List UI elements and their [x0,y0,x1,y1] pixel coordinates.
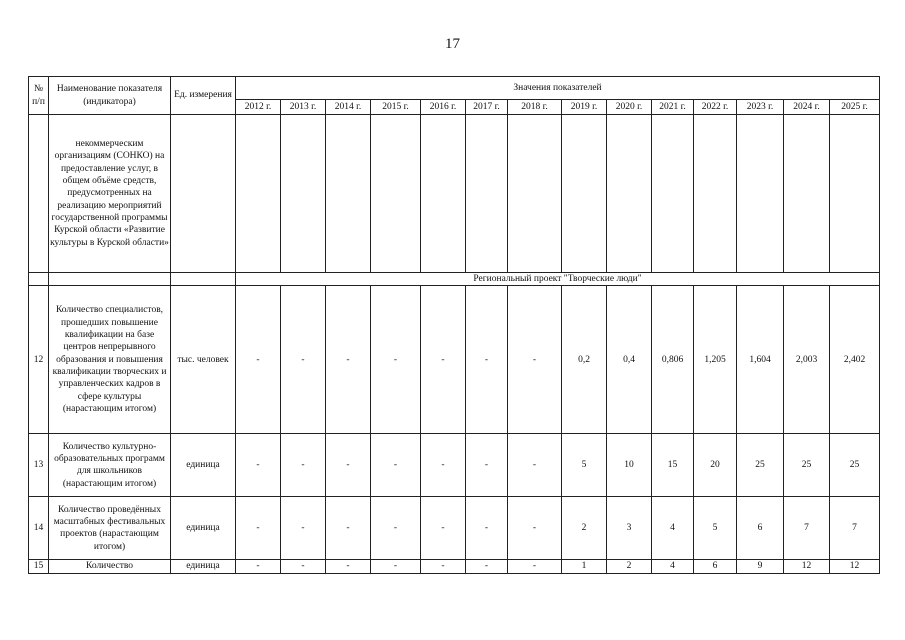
value-cell: - [421,560,466,573]
value-cell: 12 [784,560,830,573]
value-cell: - [236,560,281,573]
year-header: 2019 г. [562,100,607,115]
header-row [29,77,880,100]
value-cell: 1,205 [694,286,737,434]
value-cell: 5 [694,497,737,560]
value-cell [421,115,466,273]
value-cell: 3 [607,497,652,560]
table-row [29,434,880,497]
unit-cell: единица [171,560,236,573]
value-cell [784,115,830,273]
value-cell: - [421,286,466,434]
value-cell [652,115,694,273]
unit-cell: единица [171,497,236,560]
value-cell: - [236,434,281,497]
value-cell: - [508,286,562,434]
header-name: Наименование показателя (индикатора) [49,77,171,115]
value-cell: - [326,286,371,434]
value-cell: 25 [784,434,830,497]
value-cell: - [281,286,326,434]
value-cell: 15 [652,434,694,497]
year-header: 2023 г. [737,100,784,115]
value-cell: - [326,434,371,497]
indicator-name: некоммерческим организациям (СОНКО) на предоставление услуг, в общем объёме средств, предусмотренных на реализацию мероприятий государственной программы Курской области «Развитие культуры в Курской области» [49,115,171,273]
value-cell: 0,806 [652,286,694,434]
value-cell: 20 [694,434,737,497]
year-header: 2017 г. [466,100,508,115]
table-row [29,560,880,573]
value-cell: 6 [737,497,784,560]
value-cell: - [508,560,562,573]
section-row [29,273,880,286]
header-unit: Ед. измерения [171,77,236,115]
value-cell: 12 [830,560,880,573]
value-cell [694,115,737,273]
header-values: Значения показателей [236,77,880,100]
value-cell [737,115,784,273]
row-number: 12 [29,286,49,434]
value-cell: 6 [694,560,737,573]
unit-cell: единица [171,434,236,497]
value-cell: 10 [607,434,652,497]
section-spacer [29,273,49,286]
row-number: 13 [29,434,49,497]
value-cell [236,115,281,273]
table-row-continuation [29,115,880,273]
row-number-cell [29,115,49,273]
value-cell: 0,4 [607,286,652,434]
value-cell: - [281,434,326,497]
value-cell: 1 [562,560,607,573]
value-cell: 4 [652,497,694,560]
indicators-table [28,76,880,574]
year-header: 2018 г. [508,100,562,115]
value-cell: 2,003 [784,286,830,434]
value-cell: - [466,286,508,434]
year-header: 2016 г. [421,100,466,115]
value-cell: - [371,560,421,573]
value-cell: - [421,434,466,497]
value-cell: - [236,286,281,434]
value-cell [326,115,371,273]
year-header: 2013 г. [281,100,326,115]
value-cell: 4 [652,560,694,573]
value-cell: 5 [562,434,607,497]
value-cell [281,115,326,273]
year-header: 2015 г. [371,100,421,115]
value-cell: - [281,497,326,560]
table-row [29,286,880,434]
value-cell: - [326,560,371,573]
indicator-name: Количество культурно-образовательных программ для школьников (нарастающим итогом) [49,434,171,497]
value-cell: - [371,434,421,497]
value-cell: - [371,286,421,434]
year-header: 2021 г. [652,100,694,115]
value-cell: 1,604 [737,286,784,434]
value-cell [562,115,607,273]
value-cell [466,115,508,273]
indicator-name: Количество [49,560,171,573]
value-cell: - [466,434,508,497]
value-cell: 2 [607,560,652,573]
value-cell: - [326,497,371,560]
year-header: 2024 г. [784,100,830,115]
value-cell: - [508,434,562,497]
value-cell: - [421,497,466,560]
value-cell: - [371,497,421,560]
year-header: 2025 г. [830,100,880,115]
value-cell [508,115,562,273]
unit-cell [171,115,236,273]
section-spacer [171,273,236,286]
value-cell: - [466,560,508,573]
year-header: 2020 г. [607,100,652,115]
value-cell: 2 [562,497,607,560]
value-cell [830,115,880,273]
section-title: Региональный проект "Творческие люди" [236,273,880,286]
value-cell: 25 [737,434,784,497]
year-header: 2014 г. [326,100,371,115]
value-cell: 25 [830,434,880,497]
indicator-name: Количество специалистов, прошедших повышение квалификации на базе центров непрерывного образования и повышения квалификации творческих и управленческих кадров в сфере культуры (нарастающим итогом) [49,286,171,434]
indicator-name: Количество проведённых масштабных фестивальных проектов (нарастающим итогом) [49,497,171,560]
value-cell: - [508,497,562,560]
value-cell: - [281,560,326,573]
year-header: 2022 г. [694,100,737,115]
value-cell [371,115,421,273]
value-cell: 2,402 [830,286,880,434]
row-number: 15 [29,560,49,573]
year-header: 2012 г. [236,100,281,115]
section-spacer [49,273,171,286]
header-no: № п/п [29,77,49,115]
row-number: 14 [29,497,49,560]
value-cell [607,115,652,273]
value-cell: 7 [784,497,830,560]
value-cell: 0,2 [562,286,607,434]
value-cell: - [466,497,508,560]
table-row [29,497,880,560]
unit-cell: тыс. человек [171,286,236,434]
value-cell: - [236,497,281,560]
page-number: 17 [445,36,460,52]
value-cell: 7 [830,497,880,560]
value-cell: 9 [737,560,784,573]
